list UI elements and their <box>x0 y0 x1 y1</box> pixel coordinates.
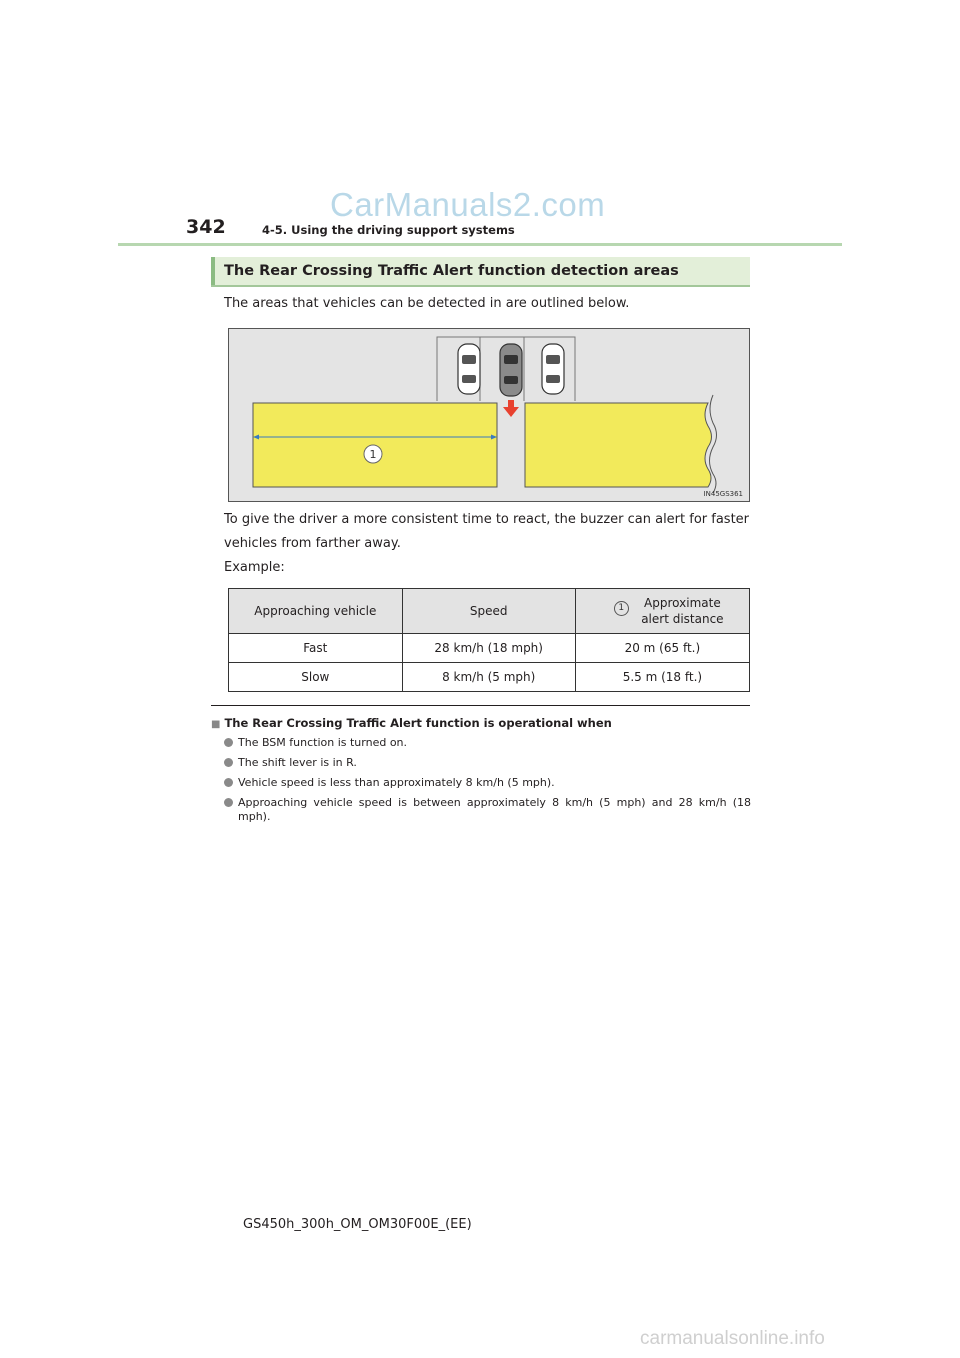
list-item <box>224 736 751 750</box>
header-alert-distance <box>575 589 749 634</box>
para-line-1: To give the driver a more consistent time to react, the buzzer can alert for faster <box>224 512 750 527</box>
reverse-arrow <box>503 400 519 417</box>
table-row <box>229 634 750 663</box>
section-title: 4-5. Using the driving support systems <box>262 223 515 237</box>
list-item-text: The BSM function is turned on. <box>238 736 408 749</box>
list-item-text: The shift lever is in R. <box>238 756 357 769</box>
bullet-dot-icon <box>224 778 233 787</box>
header-alert-line-2: alert distance <box>641 612 724 626</box>
table-header-row <box>229 589 750 634</box>
heading-accent-bar <box>211 257 215 285</box>
cell-vehicle: Fast <box>229 634 403 663</box>
header-alert-line-1: Approximate <box>644 596 721 610</box>
cell-speed: 8 km/h (5 mph) <box>402 663 575 692</box>
figure-code: IN45GS361 <box>703 490 743 498</box>
bullet-dot-icon <box>224 798 233 807</box>
watermark-logo: CarManuals2.com <box>330 186 606 223</box>
list-item-text: Approaching vehicle speed is between approximately 8 km/h (5 mph) and 28 km/h (18 mph). <box>238 796 751 823</box>
bullet-dot-icon <box>224 758 233 767</box>
detection-diagram <box>229 329 749 501</box>
cell-distance: 20 m (65 ft.) <box>575 634 749 663</box>
parked-car-right <box>542 344 564 394</box>
list-item <box>224 776 751 790</box>
square-bullet-icon: ■ <box>211 719 221 730</box>
table-row <box>229 663 750 692</box>
note-title <box>211 716 612 730</box>
header-callout-circle: 1 <box>614 601 629 616</box>
cell-speed: 28 km/h (18 mph) <box>402 634 575 663</box>
header-approaching-vehicle: Approaching vehicle <box>229 589 403 634</box>
list-item <box>224 796 751 824</box>
own-car <box>500 344 522 396</box>
list-item-text: Vehicle speed is less than approximately 8 km/h (5 mph). <box>238 776 555 789</box>
detection-zone-right <box>525 403 712 487</box>
footer-manual-code: GS450h_300h_OM_OM30F00E_(EE) <box>243 1217 472 1232</box>
callout-number: 1 <box>369 448 377 461</box>
condition-list <box>224 736 751 830</box>
page-number: 342 <box>186 216 226 238</box>
note-divider <box>211 705 750 706</box>
intro-text: The areas that vehicles can be detected in are outlined below. <box>224 296 630 311</box>
header-rule <box>118 243 842 246</box>
heading-text: The Rear Crossing Traffic Alert function detection areas <box>224 263 679 279</box>
detection-area-figure <box>228 328 750 502</box>
cell-distance: 5.5 m (18 ft.) <box>575 663 749 692</box>
header-speed: Speed <box>402 589 575 634</box>
parked-car-left <box>458 344 480 394</box>
example-label: Example: <box>224 560 285 575</box>
bullet-dot-icon <box>224 738 233 747</box>
section-heading <box>211 257 750 287</box>
note-title-text: The Rear Crossing Traffic Alert function is operational when <box>224 716 612 730</box>
para-line-2: vehicles from farther away. <box>224 536 401 551</box>
watermark-footer: carmanualsonline.info <box>640 1328 825 1349</box>
list-item <box>224 756 751 770</box>
alert-distance-table <box>228 588 750 692</box>
cell-vehicle: Slow <box>229 663 403 692</box>
